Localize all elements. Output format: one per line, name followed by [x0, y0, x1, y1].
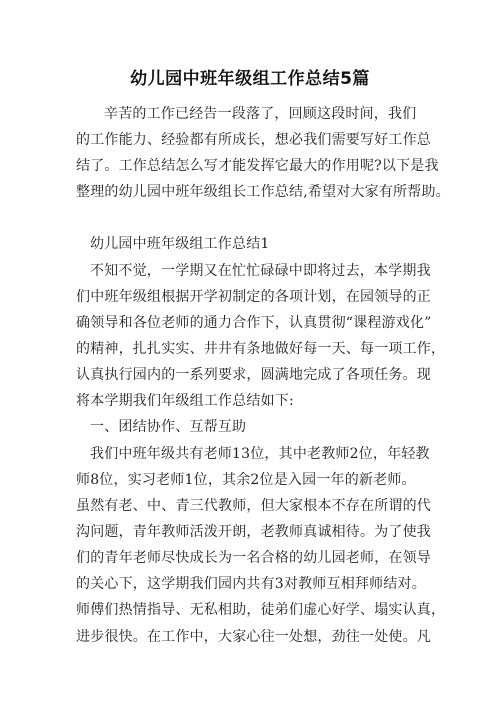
- paragraph-line: 师傅们热情指导、无私相助，徒弟们虚心好学、塌实认真，: [76, 602, 446, 618]
- paragraph-line: 们中班年级组根据开学初制定的各项计划，在园领导的正: [76, 289, 431, 305]
- intro-line: 辛苦的工作已经告一段落了，回顾这段时间，我们: [104, 106, 417, 122]
- paragraph-line: 们的青年老师尽快成长为一名合格的幼儿园老师，在领导: [76, 550, 431, 566]
- paragraph-line: 虽然有老、中、青三代教师，但大家根本不存在所谓的代: [76, 498, 431, 514]
- paragraph-line: 不知不觉，一学期又在忙忙碌碌中即将过去，本学期我: [90, 263, 431, 279]
- paragraph-line: 的精神，扎扎实实、井井有条地做好每一天、每一项工作，: [76, 341, 446, 357]
- paragraph-line: 进步很快。在工作中，大家心往一处想，劲往一处使。凡: [76, 629, 431, 645]
- paragraph-line: 确领导和各位老师的通力合作下，认真贯彻“课程游戏化”: [76, 315, 432, 331]
- intro-line: 的工作能力、经验都有所成长，想必我们需要写好工作总: [76, 132, 431, 148]
- paragraph-line: 认真执行园内的一系列要求，圆满地完成了各项任务。现: [76, 367, 431, 383]
- paragraph-line: 将本学期我们年级组工作总结如下:: [76, 393, 294, 409]
- intro-line: 整理的幼儿园中班年级组长工作总结,希望对大家有所帮助。: [76, 184, 450, 200]
- paragraph-line: 沟问题，青年教师活泼开朗，老教师真诚相待。为了使我: [76, 524, 431, 540]
- paragraph-line: 我们中班年级共有老师13位，其中老教师2位，年轻教: [90, 446, 430, 462]
- paragraph-line: 的关心下，这学期我们园内共有3对教师互相拜师结对。: [76, 576, 426, 592]
- paragraph-line: 师8位，实习老师1位，其余2位是入园一年的新老师。: [76, 472, 416, 488]
- intro-line: 结了。工作总结怎么写才能发挥它最大的作用呢?以下是我: [76, 158, 439, 174]
- document-title: 幼儿园中班年级组工作总结5篇: [130, 69, 370, 89]
- heading: 一、团结协作、互帮互助: [90, 419, 247, 435]
- section-title: 幼儿园中班年级组工作总结1: [90, 236, 270, 252]
